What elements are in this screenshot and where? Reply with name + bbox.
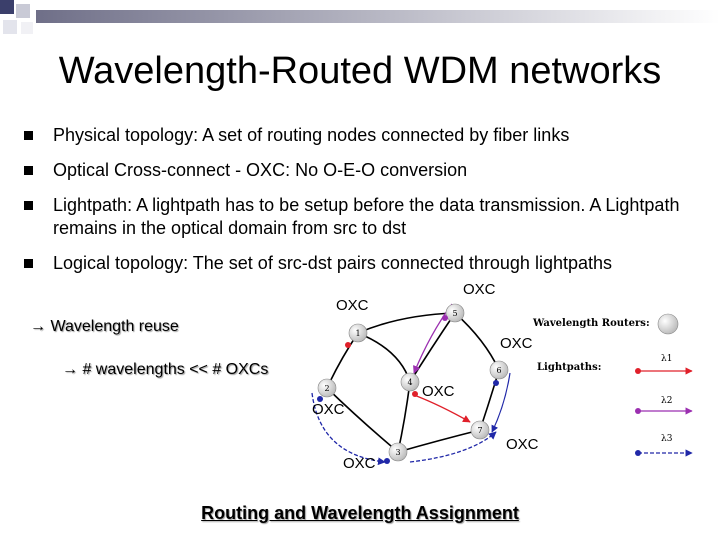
router-node	[384, 443, 407, 464]
note-text: # wavelengths << # OXCs	[82, 361, 269, 378]
fiber-link-1-2	[327, 333, 358, 388]
fiber-link-6-7	[480, 370, 499, 430]
legend	[532, 314, 692, 456]
legend-lambda2-dot	[635, 408, 641, 414]
slide-title: Wavelength-Routed WDM networks	[58, 50, 662, 92]
oxc-label: OXC	[463, 281, 496, 298]
svg-text:5: 5	[452, 309, 458, 318]
svg-text:2: 2	[324, 384, 330, 393]
legend-lambda1-label: λ1	[661, 354, 673, 364]
fiber-link-1-4	[358, 333, 410, 382]
fiber-link-2-3	[327, 388, 398, 452]
router-node	[345, 324, 367, 348]
oxc-label: OXC	[506, 436, 539, 453]
right-arrow-icon: →	[62, 361, 78, 378]
router-node	[401, 373, 419, 397]
legend-routers-title: Wavelength Routers:	[533, 318, 650, 329]
fiber-link-5-6	[455, 313, 499, 370]
router-node	[471, 421, 489, 439]
svg-text:7: 7	[477, 426, 483, 435]
fiber-link-4-3	[398, 382, 410, 452]
legend-lambda2-label: λ2	[661, 396, 673, 406]
right-arrow-icon: →	[30, 318, 46, 335]
fiber-link-1-5	[358, 313, 455, 333]
svg-text:3: 3	[395, 448, 401, 457]
legend-lambda3-dot	[635, 450, 641, 456]
router-legend-icon	[658, 314, 678, 334]
bullet-text: Lightpath: A lightpath has to be setup before the data transmission. A Lightpath remains in the optical domain from src to dst	[53, 195, 680, 238]
svg-text:1: 1	[355, 329, 361, 338]
svg-text:4: 4	[407, 378, 413, 387]
bullet-text: Optical Cross-connect - OXC: No O-E-O conversion	[53, 160, 468, 180]
diagram-caption: Routing and Wavelength Assignment	[201, 503, 519, 523]
oxc-label: OXC	[422, 383, 455, 400]
bullet-text: Logical topology: The set of src-dst pairs connected through lightpaths	[53, 253, 613, 273]
note-text: Wavelength reuse	[50, 318, 179, 335]
fiber-link-5-4	[410, 313, 455, 382]
legend-lightpaths-title: Lightpaths:	[537, 362, 602, 373]
oxc-label: OXC	[343, 455, 376, 472]
fiber-link-3-7	[398, 430, 480, 452]
oxc-label: OXC	[312, 401, 345, 418]
router-node	[317, 379, 336, 402]
bullet-text: Physical topology: A set of routing nodes connected by fiber links	[53, 125, 570, 145]
legend-lambda1-dot	[635, 368, 641, 374]
oxc-label: OXC	[500, 335, 533, 352]
router-node	[490, 361, 508, 386]
legend-lambda3-label: λ3	[661, 434, 673, 444]
oxc-label: OXC	[336, 297, 369, 314]
svg-text:6: 6	[496, 366, 502, 375]
